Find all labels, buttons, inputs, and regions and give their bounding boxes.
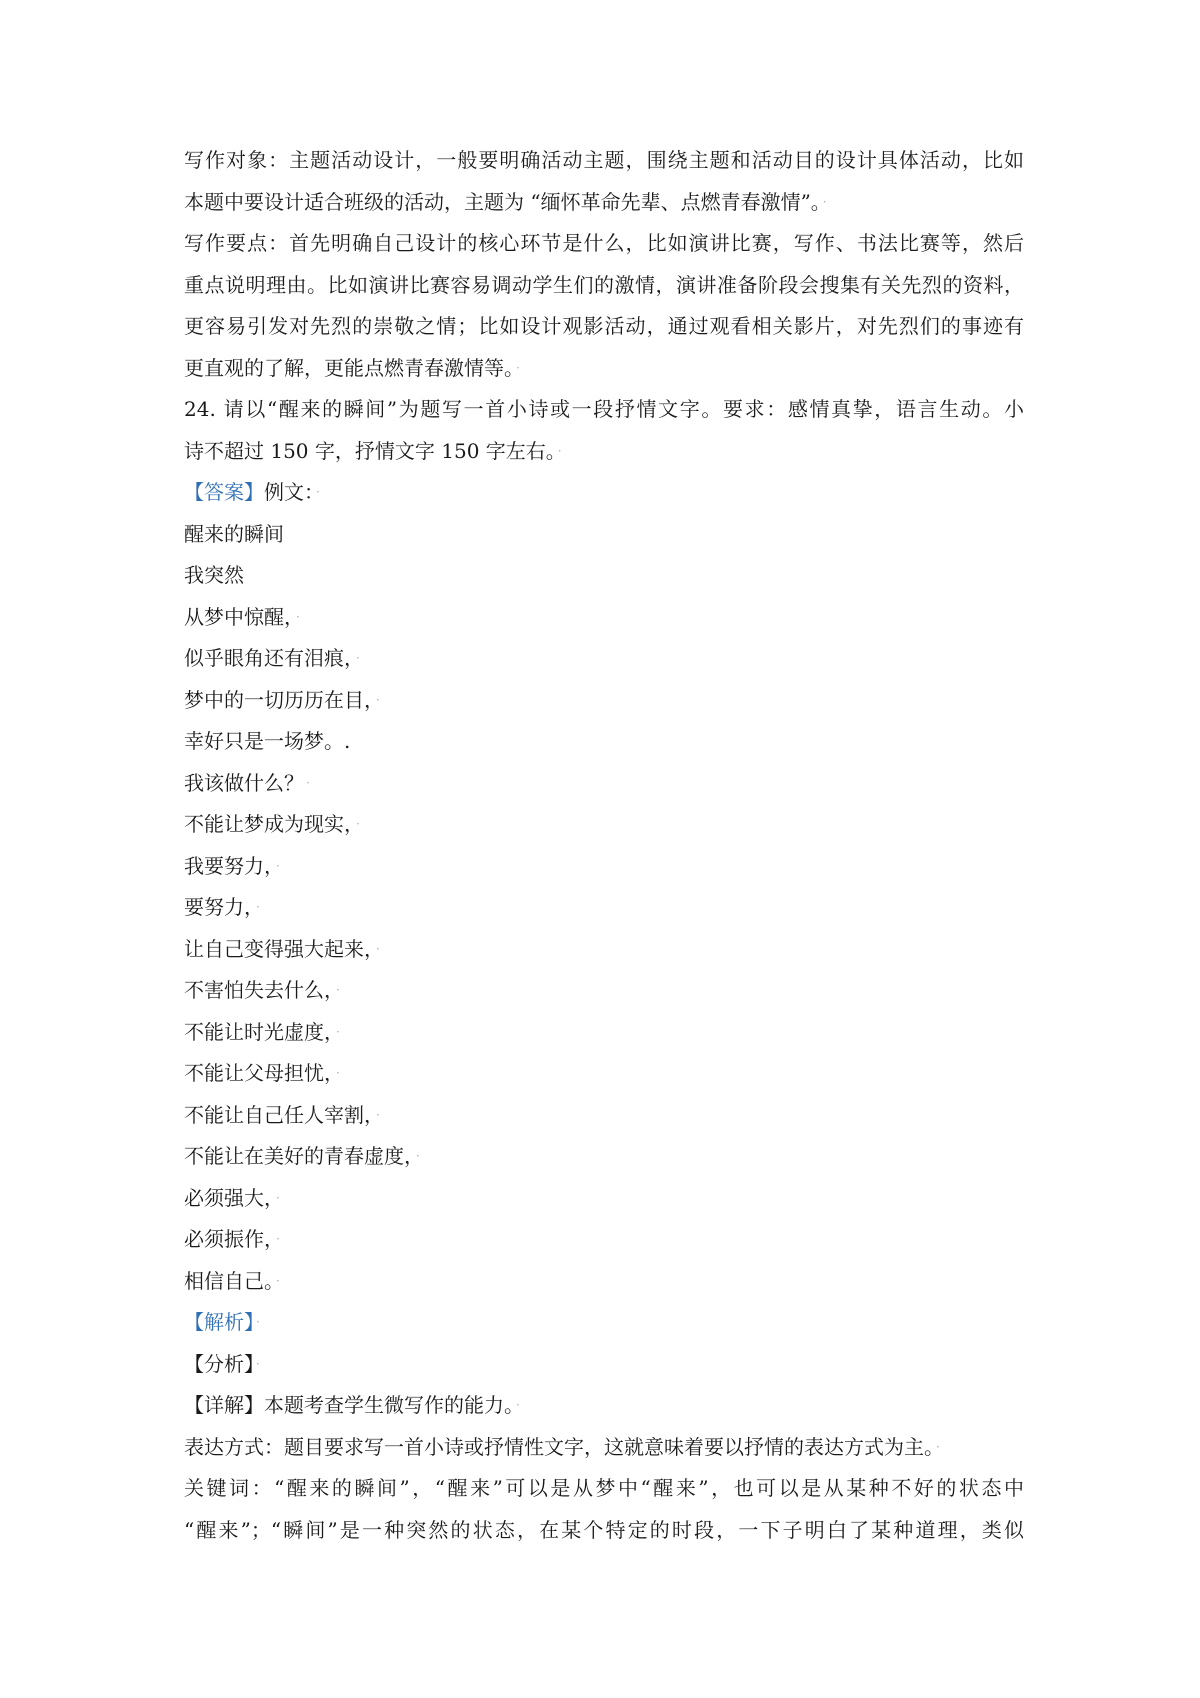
poem-line: 不能让梦成为现实， · [184, 812, 360, 836]
poem-line: 必须振作， · [184, 1227, 280, 1251]
poem-line: 必须强大， · [184, 1185, 280, 1210]
paragraph-line: 更直观的了解，更能点燃青春激情等。 · [184, 355, 520, 380]
detail-line: 【详解】本题考查学生微写作的能力。 · [184, 1393, 520, 1417]
poem-line: 不能让在美好的青春虚度， · [184, 1144, 420, 1168]
answer-intro: 例文： [264, 480, 314, 504]
poem-line: 似乎眼角还有泪痕， · [184, 646, 360, 670]
detail-text: 本题考查学生微写作的能力。 [264, 1393, 514, 1417]
poem-line: 不能让父母担忧， · [184, 1061, 340, 1085]
answer-heading: 【答案】例文： · [184, 480, 320, 504]
poem-line: 不害怕失去什么， · [184, 978, 340, 1002]
question-line: 诗不超过 150 字，抒情文字 150 字左右。 · [184, 438, 562, 463]
keywords-line: 关键词：“醒来的瞬间”，“醒来”可以是从梦中“醒来”，也可以是从某种不好的状态中 [184, 1476, 1024, 1500]
poem-line: 梦中的一切历历在目， · [184, 687, 380, 712]
paragraph-line: 写作对象：主题活动设计，一般要明确活动主题，围绕主题和活动目的设计具体活动，比如 [184, 148, 1024, 172]
poem-line: 幸好只是一场梦。. [184, 729, 351, 753]
poem-line: 要努力， · [184, 895, 260, 919]
poem-line: 我要努力， · [184, 853, 280, 878]
poem-line: 让自己变得强大起来， · [184, 936, 380, 961]
poem-line: 不能让时光虚度， · [184, 1019, 340, 1044]
poem-line: 从梦中惊醒， · [184, 604, 300, 629]
document-body [184, 140, 1024, 1551]
question-line: 24. 请以“醒来的瞬间”为题写一首小诗或一段抒情文字。要求：感情真挚，语言生动。小 [184, 397, 1024, 421]
poem-line: 相信自己。 · [184, 1268, 280, 1293]
expression-line: 表达方式：题目要求写一首小诗或抒情性文字，这就意味着要以抒情的表达方式为主。 · [184, 1434, 940, 1459]
poem-line: 我突然 [184, 563, 244, 587]
paragraph-line: 本题中要设计适合班级的活动，主题为 “缅怀革命先辈、点燃青春激情”。 · [184, 189, 827, 214]
poem-line: 我该做什么？ · [184, 770, 310, 795]
paragraph-line: 重点说明理由。比如演讲比赛容易调动学生们的激情，演讲准备阶段会搜集有关先烈的资料， [184, 272, 1024, 297]
analysis-heading: 【解析】 · [184, 1310, 260, 1334]
poem-line: 不能让自己任人宰割， · [184, 1102, 380, 1127]
answer-tag: 【答案】 [184, 480, 264, 504]
fenxi-heading: 【分析】 · [184, 1351, 260, 1376]
detail-tag: 【详解】 [184, 1393, 264, 1417]
paragraph-line: 更容易引发对先烈的崇敬之情；比如设计观影活动，通过观看相关影片，对先烈们的事迹有 [184, 314, 1024, 338]
keywords-line: “醒来”；“瞬间”是一种突然的状态，在某个特定的时段，一下子明白了某种道理，类似 [184, 1517, 1024, 1542]
analysis-tag: 【解析】 [184, 1310, 254, 1334]
paragraph-line: 写作要点：首先明确自己设计的核心环节是什么，比如演讲比赛，写作、书法比赛等，然后 [184, 231, 1024, 255]
poem-line: 醒来的瞬间 [184, 521, 284, 546]
